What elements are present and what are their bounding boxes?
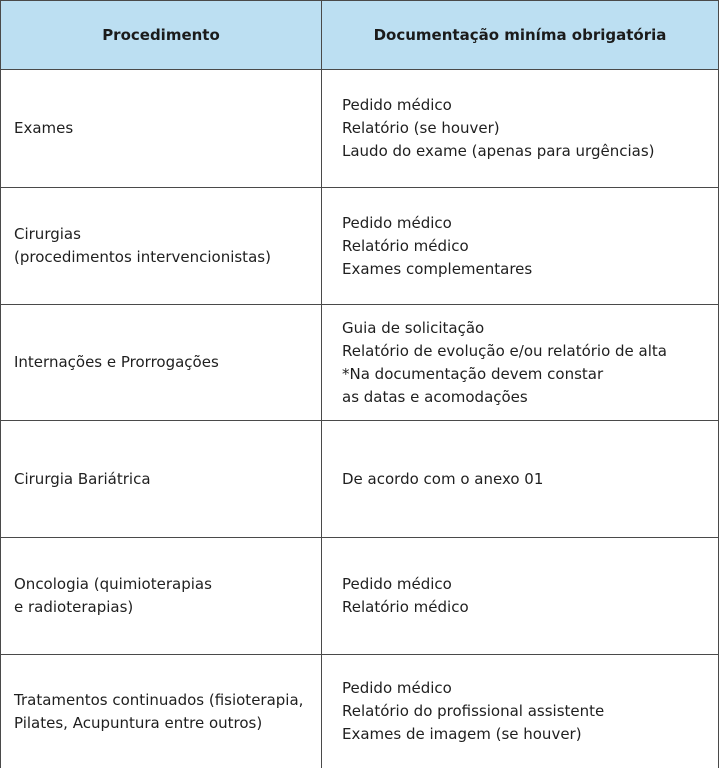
document-line: Exames de imagem (se houver) <box>342 725 582 743</box>
procedure-cell <box>14 70 319 187</box>
documents-cell <box>342 305 712 420</box>
procedure-cell <box>14 655 319 768</box>
table-row <box>1 70 718 188</box>
table-row <box>1 655 718 768</box>
document-line: Pedido médico <box>342 96 452 114</box>
document-line: Relatório do profissional assistente <box>342 702 605 720</box>
document-line: Pedido médico <box>342 679 452 697</box>
document-line: Guia de solicitação <box>342 318 485 337</box>
document-line: Pedido médico <box>342 575 452 593</box>
document-line: Relatório de evolução e/ou relatório de alta <box>342 341 667 360</box>
procedure-line: Oncologia (quimioterapias <box>14 575 212 593</box>
document-line: Exames complementares <box>342 259 533 278</box>
procedure-line: Internações e Prorrogações <box>14 353 219 371</box>
procedure-line: Pilates, Acupuntura entre outros) <box>14 713 263 732</box>
table-row <box>1 421 718 538</box>
table-row <box>1 538 718 655</box>
procedure-line: (procedimentos intervencionistas) <box>14 248 271 266</box>
documents-cell <box>342 538 712 654</box>
document-line: De acordo com o anexo 01 <box>342 469 544 488</box>
documents-cell <box>342 421 712 537</box>
table-row <box>1 188 718 305</box>
documents-cell <box>342 188 712 304</box>
header-documentacao: Documentação miníma obrigatória <box>373 26 667 44</box>
document-line: Relatório médico <box>342 236 469 255</box>
table-header <box>1 0 718 70</box>
procedure-line: Cirurgia Bariátrica <box>14 469 151 488</box>
document-line: Laudo do exame (apenas para urgências) <box>342 142 655 160</box>
procedure-cell <box>14 188 319 304</box>
procedure-cell <box>14 305 319 420</box>
document-line: Relatório médico <box>342 598 469 616</box>
document-line: *Na documentação devem constar <box>342 364 604 383</box>
header-procedimento: Procedimento <box>102 26 220 44</box>
document-line: as datas e acomodações <box>342 387 528 406</box>
procedure-line: e radioterapias) <box>14 598 134 616</box>
procedure-line: Cirurgias <box>14 225 81 243</box>
documents-cell <box>342 655 712 768</box>
document-line: Relatório (se houver) <box>342 119 500 137</box>
document-line: Pedido médico <box>342 213 452 232</box>
procedure-line: Tratamentos continuados (fisioterapia, <box>14 690 304 709</box>
procedure-cell <box>14 421 319 537</box>
documents-cell <box>342 70 712 187</box>
procedure-line: Exames <box>14 119 74 137</box>
table-row <box>1 305 718 421</box>
procedure-cell <box>14 538 319 654</box>
